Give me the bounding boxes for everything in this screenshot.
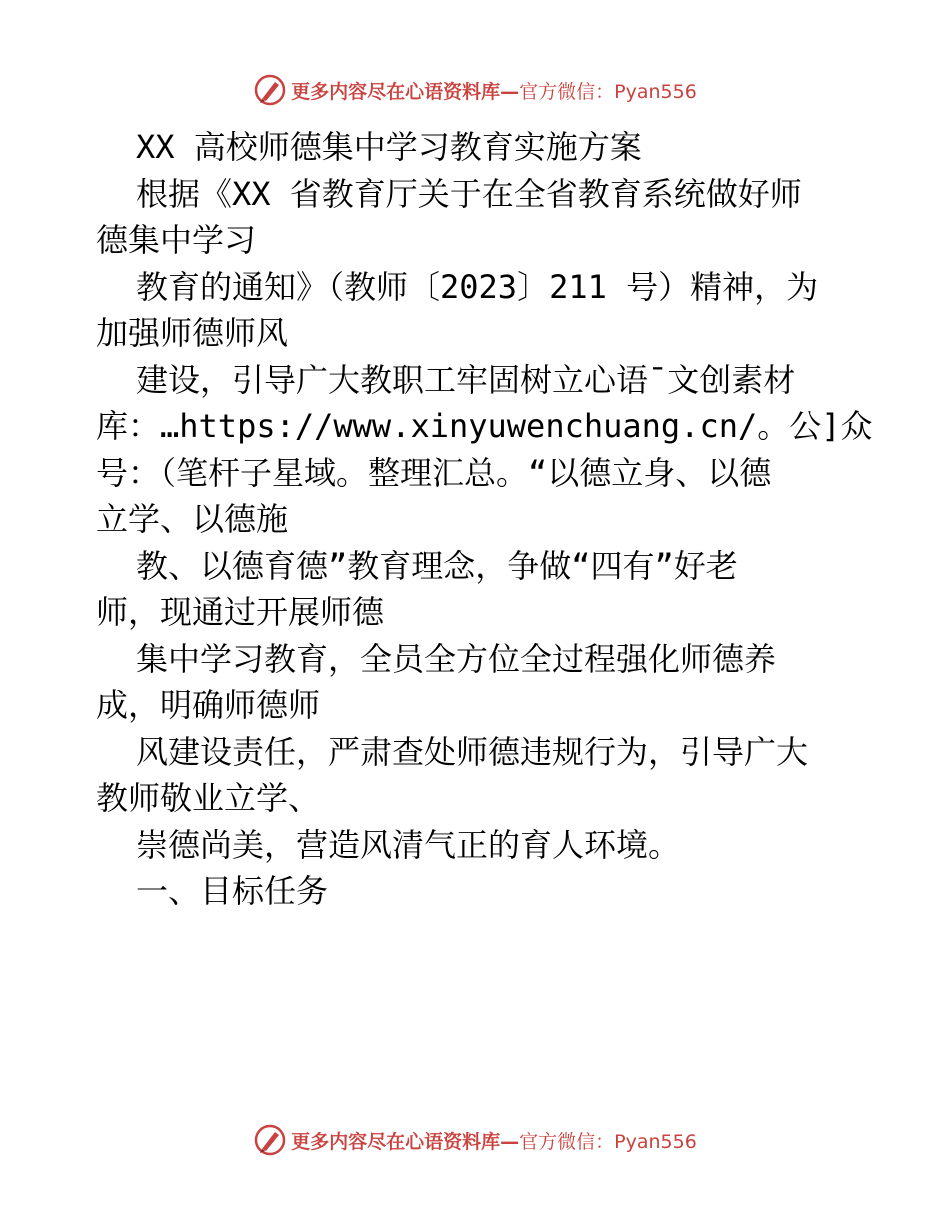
text-line: 教师敬业立学、 bbox=[96, 779, 321, 817]
text-line: 师，现通过开展师德 bbox=[96, 593, 385, 631]
text-line: 建设，引导广大教职工牢固树立心语¯文创素材 bbox=[136, 360, 796, 399]
text-line: 教育的通知》（教师〔2023〕211 号）精神，为 bbox=[136, 267, 819, 306]
text-line: 一、目标任务 bbox=[136, 872, 329, 910]
text-line: 德集中学习 bbox=[96, 221, 257, 259]
text-line: 集中学习教育，全员全方位全过程强化师德养 bbox=[136, 639, 777, 678]
text-line: 根据《XX 省教育厅关于在全省教育系统做好师 bbox=[136, 174, 802, 213]
header-watermark bbox=[0, 70, 950, 110]
text-line: 成，明确师德师 bbox=[96, 686, 321, 724]
quill-pen-logo-icon bbox=[253, 73, 287, 107]
footer-watermark bbox=[0, 1120, 950, 1160]
text-line: 崇德尚美，营造风清气正的育人环境。 bbox=[136, 825, 681, 864]
watermark-text: 更多内容尽在心语资料库—官方微信：Pyan556 bbox=[291, 80, 697, 103]
text-line: 风建设责任，严肃查处师德违规行为，引导广大 bbox=[136, 732, 809, 771]
document-body bbox=[96, 124, 873, 915]
text-line: 教、以德育德”教育理念，争做“四有”好老 bbox=[136, 546, 738, 585]
text-line: 立学、以德施 bbox=[96, 500, 289, 538]
quill-pen-logo-icon bbox=[253, 1123, 287, 1157]
text-line: XX 高校师德集中学习教育实施方案 bbox=[136, 128, 642, 166]
watermark-text: 更多内容尽在心语资料库—官方微信：Pyan556 bbox=[291, 1130, 697, 1153]
text-line: 库：…https://www.xinyuwenchuang.cn/。公]众 bbox=[96, 407, 873, 445]
text-line: 加强师德师风 bbox=[96, 314, 289, 352]
text-line: 号：（笔杆子星域。整理汇总。“以德立身、以德 bbox=[96, 453, 772, 492]
